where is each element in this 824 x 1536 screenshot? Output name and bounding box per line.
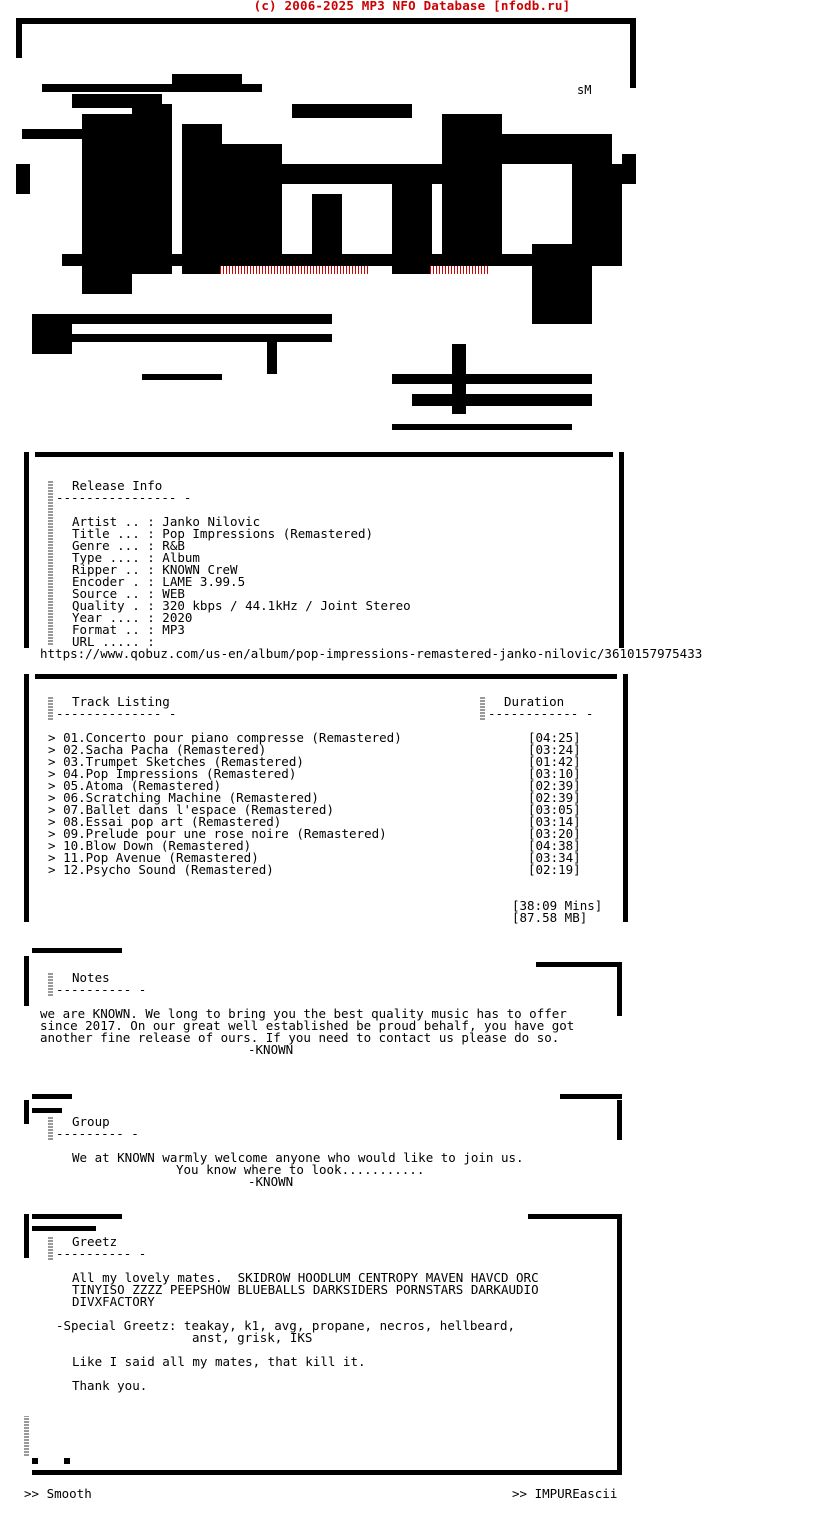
release-ripper: Ripper .. : KNOWN CreW bbox=[72, 562, 238, 577]
track-row-8: > 08.Essai pop art (Remastered) bbox=[48, 814, 282, 829]
group-left-edge bbox=[24, 1100, 29, 1124]
greetz-inner-bar bbox=[32, 1226, 96, 1231]
greetz-line-4: Like I said all my mates, that kill it. bbox=[72, 1354, 366, 1369]
notes-line-2: since 2017. On our great well established be proud behalf, you have got bbox=[40, 1018, 575, 1033]
release-quality: Quality . : 320 kbps / 44.1kHz / Joint Stereo bbox=[72, 598, 411, 613]
notes-title: Notes bbox=[72, 970, 110, 985]
track-row-5: > 05.Atoma (Remastered) bbox=[48, 778, 222, 793]
greetz-special-2: anst, grisk, IKS bbox=[192, 1330, 313, 1345]
release-year: Year .... : 2020 bbox=[72, 610, 193, 625]
greetz-line-2: TINYISO ZZZZ PEEPSHOW BLUEBALLS DARKSIDERS PORNSTARS DARKAUDIO bbox=[72, 1282, 539, 1297]
duration-underline: ------------ - bbox=[488, 706, 594, 721]
track-listing-title: Track Listing bbox=[72, 694, 170, 709]
notes-top-bar-left bbox=[32, 948, 122, 953]
track-row-6: > 06.Scratching Machine (Remastered) bbox=[48, 790, 319, 805]
group-inner-bar bbox=[32, 1108, 62, 1113]
total-size: [87.58 MB] bbox=[512, 910, 588, 925]
track-row-2: > 02.Sacha Pacha (Remastered) bbox=[48, 742, 267, 757]
greetz-bottom-shade bbox=[24, 1416, 29, 1456]
track-duration-4: [03:10] bbox=[528, 766, 581, 781]
greetz-line-5: Thank you. bbox=[72, 1378, 148, 1393]
track-duration-3: [01:42] bbox=[528, 754, 581, 769]
release-url[interactable]: https://www.qobuz.com/us-en/album/pop-impressions-remastered-janko-nilovic/3610157975433 bbox=[40, 646, 703, 661]
total-time: [38:09 Mins] bbox=[512, 898, 603, 913]
track-duration-11: [03:34] bbox=[528, 850, 581, 865]
notes-top-bar-right bbox=[536, 962, 622, 967]
greetz-top-bar-left bbox=[32, 1214, 122, 1219]
release-underline: ---------------- - bbox=[56, 490, 192, 505]
release-genre: Genre ... : R&B bbox=[72, 538, 185, 553]
notes-left-edge bbox=[24, 956, 29, 1006]
track-row-9: > 09.Prelude pour une rose noire (Remastered) bbox=[48, 826, 387, 841]
greetz-line-1: All my lovely mates. SKIDROW HOODLUM CENTROPY MAVEN HAVCD ORC bbox=[72, 1270, 539, 1285]
track-row-11: > 11.Pop Avenue (Remastered) bbox=[48, 850, 259, 865]
track-row-10: > 10.Blow Down (Remastered) bbox=[48, 838, 252, 853]
ascii-art-logo bbox=[12, 14, 642, 444]
tracks-shade bbox=[48, 696, 53, 720]
release-title: Title ... : Pop Impressions (Remastered) bbox=[72, 526, 374, 541]
group-line-2: You know where to look........... bbox=[176, 1162, 425, 1177]
track-duration-12: [02:19] bbox=[528, 862, 581, 877]
group-underline: --------- - bbox=[56, 1126, 139, 1141]
release-url-label: URL ..... : bbox=[72, 634, 155, 649]
group-right-edge bbox=[617, 1100, 622, 1140]
track-row-12: > 12.Psycho Sound (Remastered) bbox=[48, 862, 274, 877]
banner-red-dots-right bbox=[430, 266, 490, 274]
track-row-7: > 07.Ballet dans l'espace (Remastered) bbox=[48, 802, 334, 817]
page-header: (c) 2006-2025 MP3 NFO Database [nfodb.ru] bbox=[253, 0, 571, 13]
greetz-title: Greetz bbox=[72, 1234, 118, 1249]
notes-shade bbox=[48, 972, 53, 996]
greetz-right-edge bbox=[617, 1214, 622, 1470]
release-artist: Artist .. : Janko Nilovic bbox=[72, 514, 261, 529]
group-top-bar-left bbox=[32, 1094, 72, 1099]
duration-shade bbox=[480, 696, 485, 720]
greetz-special-1: -Special Greetz: teakay, k1, avg, propane, necros, hellbeard, bbox=[56, 1318, 516, 1333]
greetz-top-bar-right bbox=[528, 1214, 622, 1219]
release-section-title: Release Info bbox=[72, 478, 163, 493]
track-duration-5: [02:39] bbox=[528, 778, 581, 793]
release-encoder: Encoder . : LAME 3.99.5 bbox=[72, 574, 246, 589]
duration-title: Duration bbox=[504, 694, 565, 709]
footer-right: >> IMPUREascii bbox=[512, 1486, 618, 1501]
track-duration-2: [03:24] bbox=[528, 742, 581, 757]
greetz-bottom-dot-1 bbox=[32, 1458, 38, 1464]
track-list bbox=[48, 732, 402, 876]
greetz-underline: ---------- - bbox=[56, 1246, 147, 1261]
greetz-bottom-dot-2 bbox=[64, 1458, 70, 1464]
track-duration-1: [04:25] bbox=[528, 730, 581, 745]
greetz-left-edge bbox=[24, 1214, 29, 1258]
release-source: Source .. : WEB bbox=[72, 586, 185, 601]
group-sign: -KNOWN bbox=[248, 1174, 294, 1189]
notes-line-3: another fine release of ours. If you need to contact us please do so. bbox=[40, 1030, 560, 1045]
banner-red-dots-left bbox=[220, 266, 370, 274]
greetz-bottom-bar bbox=[32, 1470, 622, 1475]
group-line-1: We at KNOWN warmly welcome anyone who would like to join us. bbox=[72, 1150, 524, 1165]
track-duration-6: [02:39] bbox=[528, 790, 581, 805]
footer-left: >> Smooth bbox=[24, 1486, 92, 1501]
group-shade bbox=[48, 1116, 53, 1140]
release-shade bbox=[48, 480, 53, 645]
track-duration-8: [03:14] bbox=[528, 814, 581, 829]
greetz-line-3: DIVXFACTORY bbox=[72, 1294, 155, 1309]
track-row-4: > 04.Pop Impressions (Remastered) bbox=[48, 766, 297, 781]
track-row-1: > 01.Concerto pour piano compresse (Remastered) bbox=[48, 730, 402, 745]
release-type: Type .... : Album bbox=[72, 550, 200, 565]
track-row-3: > 03.Trumpet Sketches (Remastered) bbox=[48, 754, 304, 769]
notes-sign: -KNOWN bbox=[248, 1042, 294, 1057]
track-durations bbox=[528, 732, 581, 876]
banner-tag: sM bbox=[577, 83, 592, 97]
notes-underline: ---------- - bbox=[56, 982, 147, 997]
track-duration-7: [03:05] bbox=[528, 802, 581, 817]
notes-line-1: we are KNOWN. We long to bring you the best quality music has to offer bbox=[40, 1006, 567, 1021]
group-title: Group bbox=[72, 1114, 110, 1129]
group-top-bar-right bbox=[560, 1094, 622, 1099]
track-underline: -------------- - bbox=[56, 706, 177, 721]
notes-right-edge bbox=[617, 966, 622, 1016]
track-duration-9: [03:20] bbox=[528, 826, 581, 841]
greetz-shade bbox=[48, 1236, 53, 1260]
release-format: Format .. : MP3 bbox=[72, 622, 185, 637]
track-duration-10: [04:38] bbox=[528, 838, 581, 853]
